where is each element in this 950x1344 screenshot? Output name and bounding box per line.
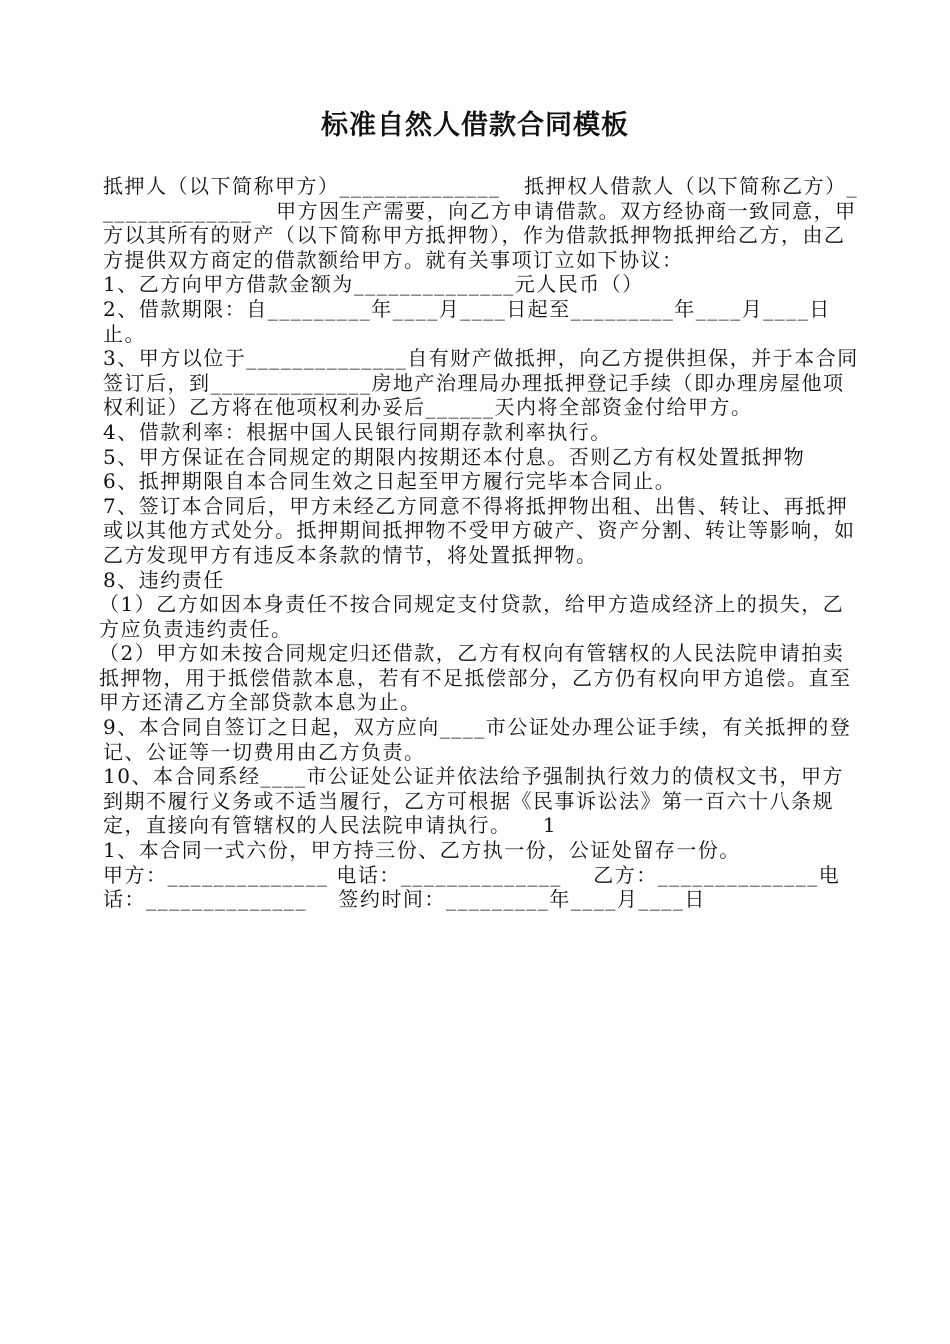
contract-body (99, 174, 863, 912)
clause-8-item-2: （2）甲方如未按合同规定归还借款，乙方有权向有管辖权的人民法院申请拍卖抵押物，用于抵偿借款本息，若有不足抵偿部分，乙方仍有权向甲方追偿。直至甲方还清乙方全部贷款本息为止。 (99, 641, 852, 715)
clause-7-restrictions: 7、签订本合同后，甲方未经乙方同意不得将抵押物出租、出售、转让、再抵押或以其他方式处分。抵押期间抵押物不受甲方破产、资产分割、转让等影响，如乙方发现甲方有违反本条款的情节，将处置抵押物。 (103, 493, 856, 567)
clause-8-heading: 8、违约责任 (103, 567, 225, 592)
clause-9-notarization: 9、本合同自签订之日起，双方应向____市公证处办理公证手续，有关抵押的登记、公证等一切费用由乙方负责。 (103, 715, 852, 764)
clause-8-item-1: （1）乙方如因本身责任不按合同规定支付贷款，给甲方造成经济上的损失，乙方应负责违约责任。 (99, 592, 845, 641)
clause-5-repayment: 5、甲方保证在合同规定的期限内按期还本付息。否则乙方有权处置抵押物 (103, 444, 806, 469)
document-title: 标准自然人借款合同模板 (321, 110, 629, 141)
signature-block: 甲方：______________ 电话：______________ 乙方：______________电话：______________ 签约时间：_________年____月____日 (103, 862, 841, 912)
clause-2-loan-term: 2、借款期限：自_________年____月____日起至_________年____月____日止。 (103, 296, 831, 346)
clause-1-loan-amount: 1、乙方向甲方借款金额为______________元人民币（） (103, 272, 644, 297)
clause-4-interest-rate: 4、借款利率：根据中国人民银行同期存款利率执行。 (103, 419, 612, 444)
clause-11-copies: 1、本合同一式六份，甲方持三份、乙方执一份，公证处留存一份。 (103, 838, 741, 863)
paragraph-parties: 抵押人（以下简称甲方）______________ 抵押权人借款人（以下简称乙方）______________ 甲方因生产需要，向乙方申请借款。双方经协商一致同意，甲方以其所有的财产（以下简称甲方抵押物），作为借款抵押物抵押给乙方，由乙方提供双方商定的借款额给甲方。就有关事项订立如下协议： (103, 174, 859, 272)
clause-3-collateral: 3、甲方以位于______________自有财产做抵押，向乙方提供担保，并于本合同签订后，到______________房地产治理局办理抵押登记手续（即办理房屋他项权利证）乙方将在他项权利办妥后______天内将全部资金付给甲方。 (103, 346, 859, 420)
clause-6-mortgage-term: 6、抵押期限自本合同生效之日起至甲方履行完毕本合同止。 (103, 469, 677, 494)
clause-10-enforcement: 10、本合同系经____市公证处公证并依法给予强制执行效力的债权文书，甲方到期不履行义务或不适当履行，乙方可根据《民事诉讼法》第一百六十八条规定，直接向有管辖权的人民法院申请执行。 1 (103, 764, 844, 838)
